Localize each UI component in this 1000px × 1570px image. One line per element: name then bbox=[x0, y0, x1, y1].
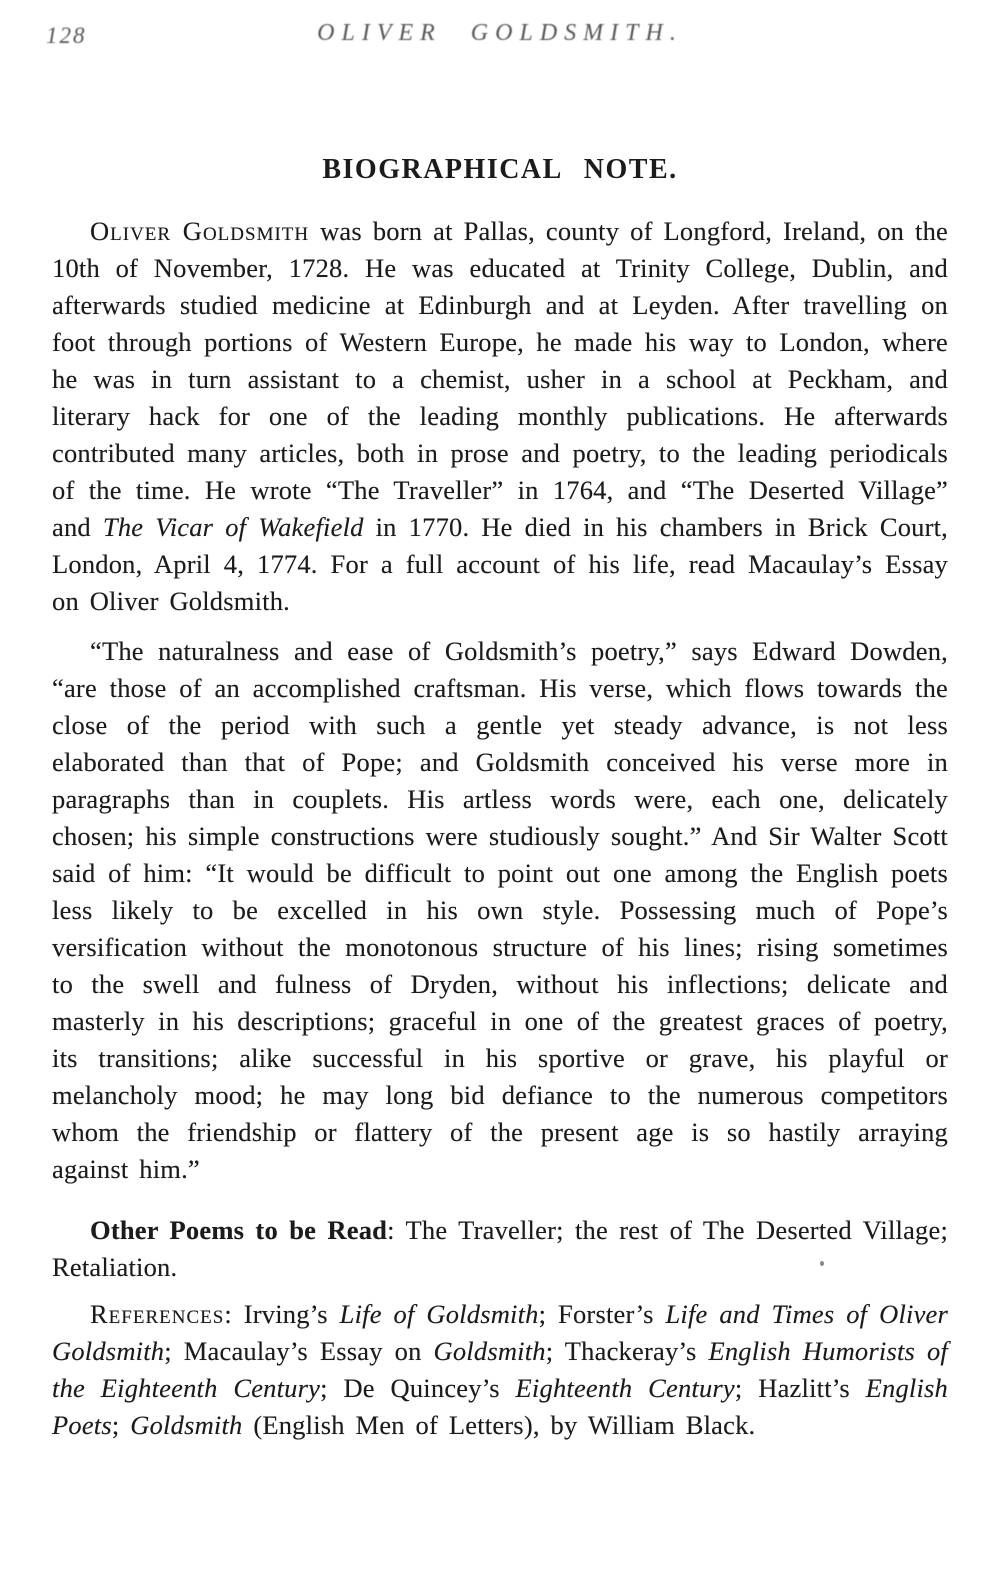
text-segment-italic: Life of Goldsmith bbox=[339, 1299, 539, 1329]
text-segment-smallcaps: Oliver Goldsmith bbox=[90, 216, 310, 246]
running-head bbox=[46, 20, 948, 54]
paragraph-other-poems bbox=[52, 1212, 948, 1286]
text-segment-italic: The Vicar of Wakefield bbox=[102, 512, 364, 542]
text-segment-italic: English Humorists of the Eighteenth Century bbox=[52, 1336, 948, 1403]
text-segment-plain: “The naturalness and ease of Goldsmith’s poetry,” says Edward Dowden, “are those of an accomplished craftsman. His verse, which flows towards the close of the period with such a gentle yet steady advance, is not less elaborated than that of Pope; and Goldsmith conceived his verse more in paragraphs than in couplets. His artless words were, each one, delicately chosen; his simple constructions were studiously sought.” And Sir Walter Scott said of him: “It would be difficult to point out one among the English poets less likely to be excelled in his own style. Possessing much of Pope’s versification without the monotonous structure of his lines; rising sometimes to the swell and fulness of Dryden, without his inflections; delicate and masterly in his descriptions; graceful in one of the greatest graces of poetry, its transitions; alike successful in his sportive or grave, his playful or melancholy mood; he may long bid defiance to the numerous competitors whom the friendship or flattery of the present age is so hastily arraying against him.” bbox=[52, 636, 948, 1184]
text-segment-plain: ; Forster’s bbox=[538, 1299, 666, 1329]
text-segment-italic: Goldsmith bbox=[130, 1410, 243, 1440]
text-segment-plain: was born at Pallas, county of Longford, Ireland, on the 10th of November, 1728. He was educated at Trinity College, Dublin, and afterwards studied medicine at Edinburgh and at Leyden. After travelling on foot through portions of Western Europe, he made his way to London, where he was in turn assistant to a chemist, usher in a school at Peckham, and literary hack for one of the leading monthly publications. He afterwards contributed many articles, both in prose and poetry, to the leading periodicals of the time. He wrote “The Traveller” in 1764, and “The Deserted Village” and bbox=[52, 216, 949, 542]
scan-artifact-dot bbox=[820, 1261, 824, 1266]
text-segment-smallcaps: References bbox=[90, 1299, 225, 1329]
paragraph-biography bbox=[52, 213, 948, 620]
text-segment-plain: in 1770. He died in his chambers in Brick Court, London, April 4, 1774. For a full account of his life, read Macaulay’s Essay on Oliver Goldsmith. bbox=[52, 512, 949, 616]
text-segment-italic: Goldsmith bbox=[433, 1336, 546, 1366]
text-segment-plain: : Irving’s bbox=[224, 1299, 340, 1329]
page-number: 128 bbox=[46, 23, 87, 48]
paragraph-critical-quotes bbox=[52, 633, 948, 1188]
section-heading: BIOGRAPHICAL NOTE. bbox=[322, 154, 678, 185]
running-header-title: OLIVER GOLDSMITH. bbox=[317, 20, 683, 46]
text-segment-italic: Life and Times of Oliver Goldsmith bbox=[52, 1299, 949, 1366]
text-segment-plain: ; bbox=[111, 1410, 131, 1440]
text-segment-plain: : The Traveller; the rest of The Deserted Village; Retaliation. bbox=[52, 1215, 949, 1282]
text-segment-bold: Other Poems to be Read bbox=[90, 1215, 388, 1245]
text-segment-plain: ; De Quincey’s bbox=[320, 1373, 516, 1403]
paragraph-references bbox=[52, 1296, 948, 1444]
text-segment-italic: Eighteenth Century bbox=[515, 1373, 735, 1403]
body-text bbox=[52, 213, 948, 1444]
text-segment-plain: (English Men of Letters), by William Black. bbox=[242, 1410, 756, 1440]
text-segment-plain: ; Hazlitt’s bbox=[734, 1373, 866, 1403]
text-segment-plain: ; Macaulay’s Essay on bbox=[164, 1336, 434, 1366]
text-segment-plain: ; Thackeray’s bbox=[545, 1336, 709, 1366]
text-segment-italic: English Poets bbox=[52, 1373, 948, 1440]
